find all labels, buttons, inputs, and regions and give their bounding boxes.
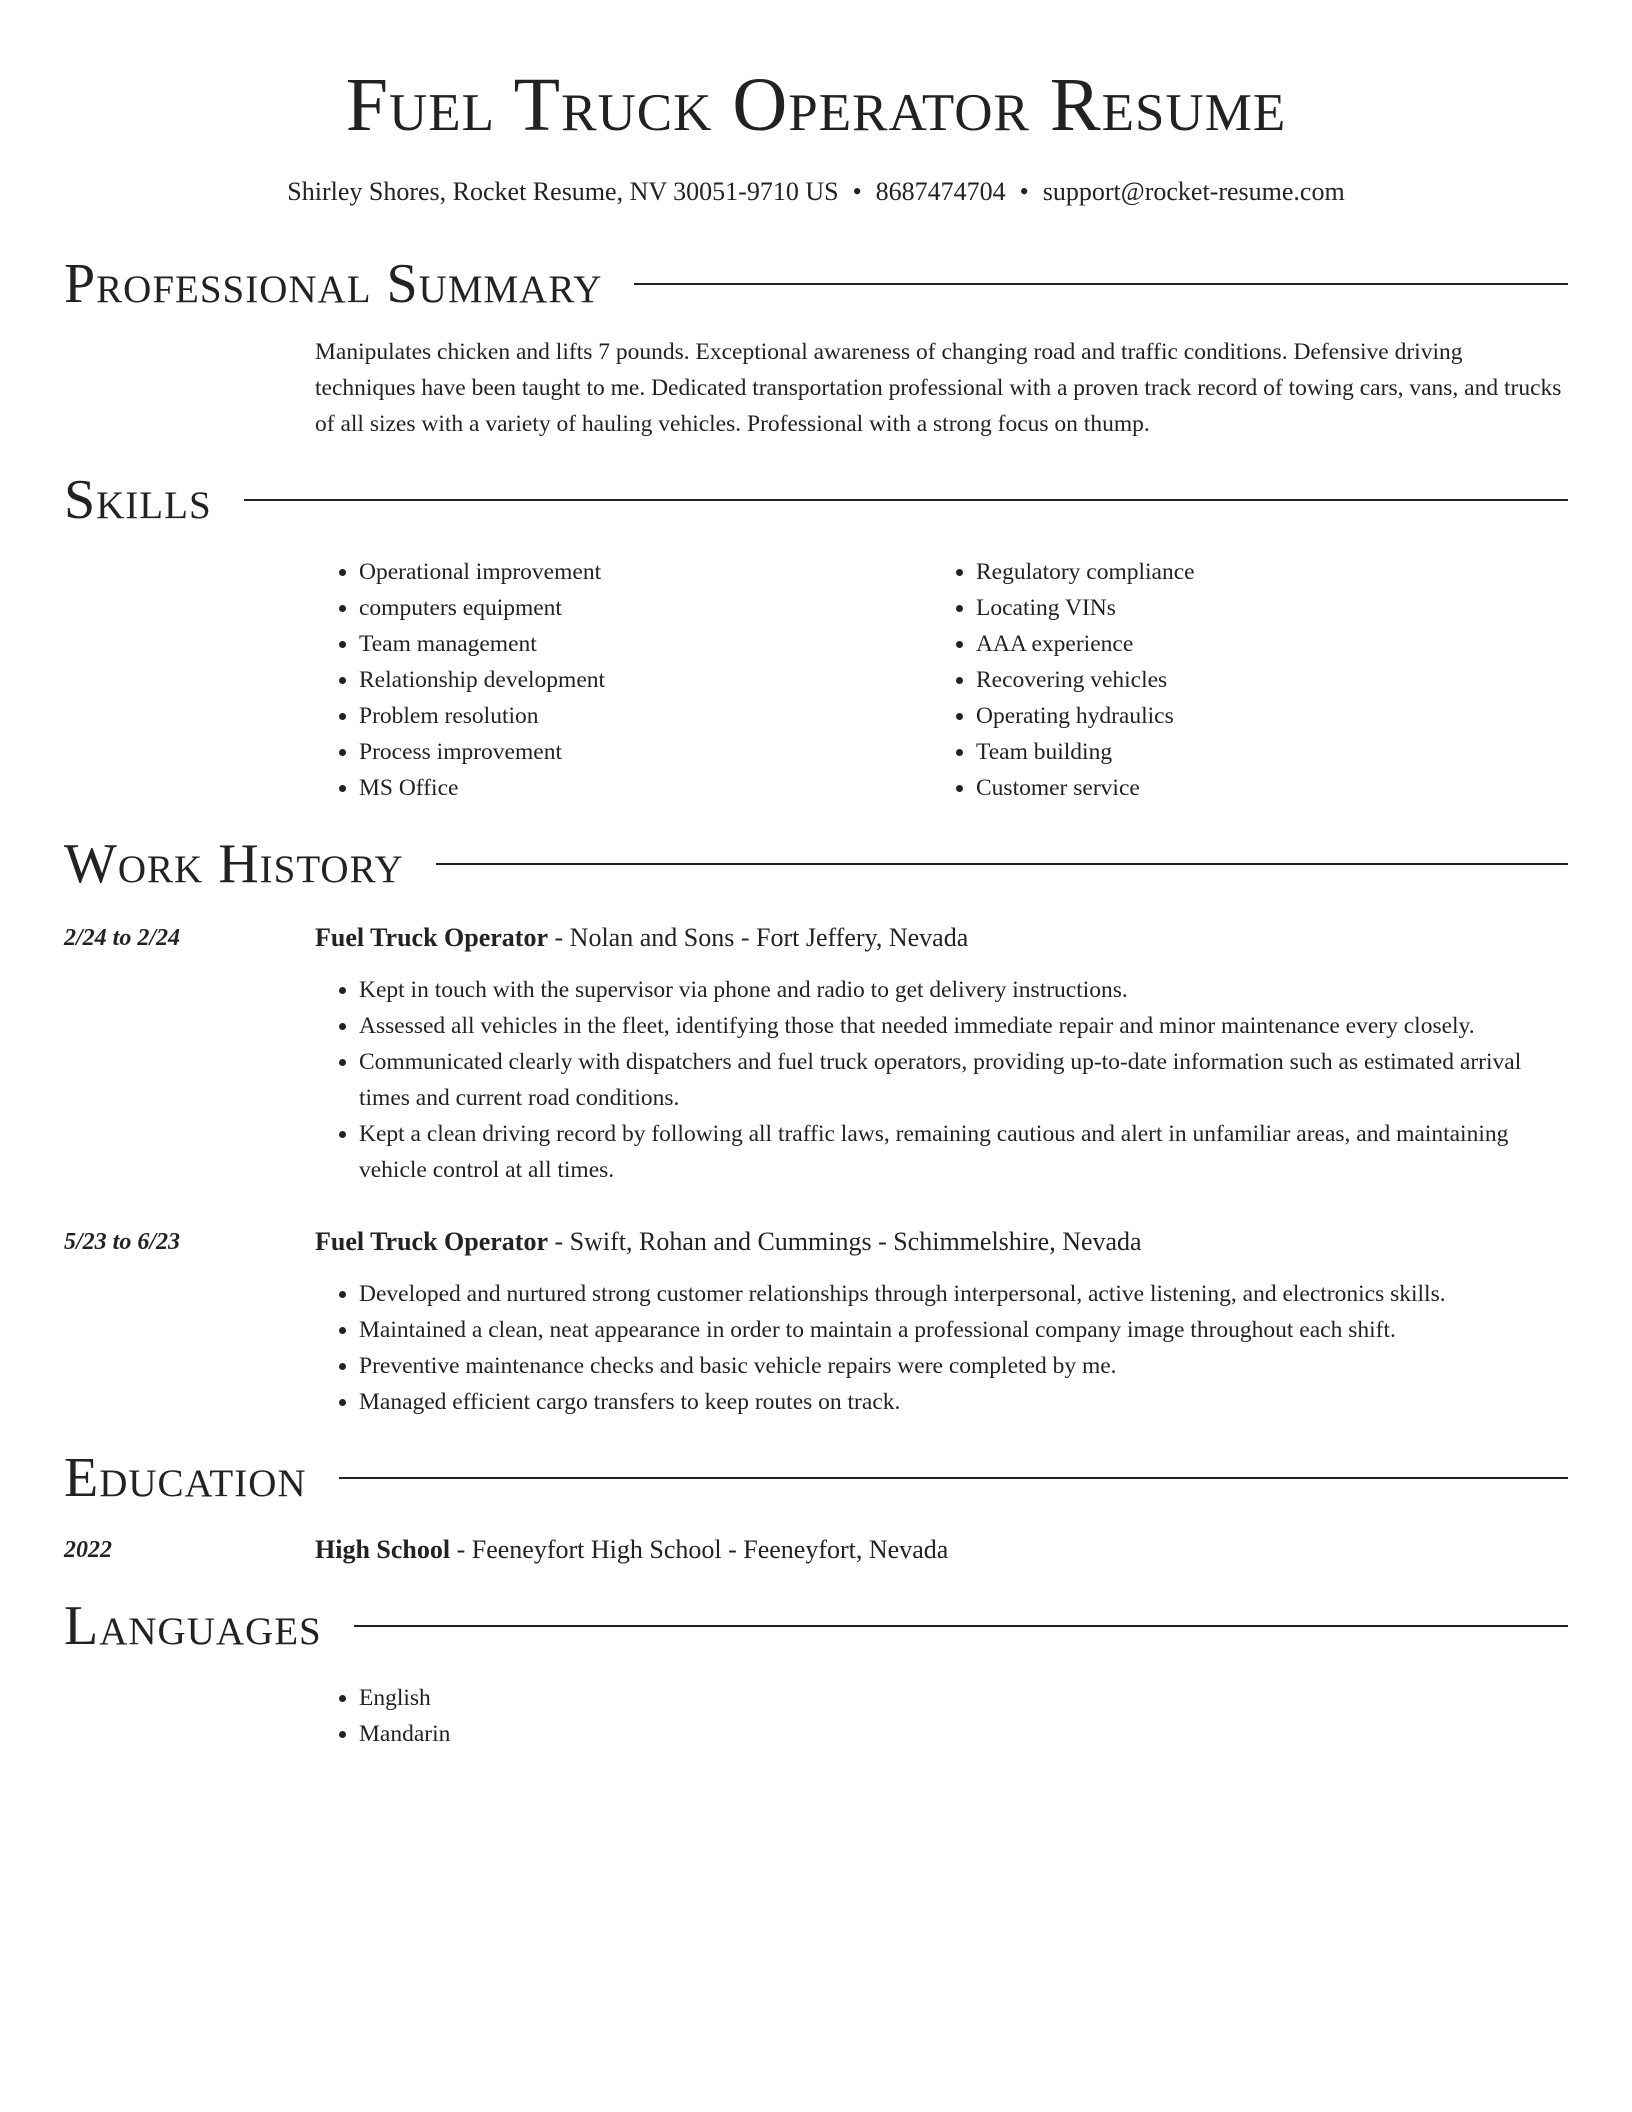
- education-school: - Feeneyfort High School - Feeneyfort, Nevada: [456, 1535, 949, 1564]
- section-divider: [634, 283, 1568, 285]
- job-employer: - Swift, Rohan and Cummings - Schimmelshire, Nevada: [554, 1227, 1142, 1256]
- skill-item: • MS Office: [359, 770, 915, 806]
- languages-list: [315, 1680, 1568, 1752]
- languages-heading: Languages: [64, 1595, 322, 1657]
- skill-item: • Locating VINs: [976, 590, 1532, 626]
- skill-item: • computers equipment: [359, 590, 915, 626]
- job-title: Fuel Truck Operator: [315, 923, 549, 952]
- work-section-header: [64, 832, 1568, 896]
- skills-heading: Skills: [64, 469, 212, 531]
- education-entry: [315, 1532, 948, 1568]
- skill-item: • Operational improvement: [359, 554, 915, 590]
- job-bullets: [315, 1276, 1568, 1420]
- job-heading: [315, 920, 968, 956]
- section-divider: [244, 499, 1568, 501]
- contact-separator: •: [1019, 177, 1029, 206]
- skill-item: • Customer service: [976, 770, 1532, 806]
- skills-column-right: [932, 554, 1532, 806]
- job-employer: - Nolan and Sons - Fort Jeffery, Nevada: [554, 923, 969, 952]
- skill-item: • Recovering vehicles: [976, 662, 1532, 698]
- job-bullet: • Developed and nurtured strong customer relationships through interpersonal, active listening, and electronics skills.: [359, 1276, 1568, 1312]
- job-bullet: • Preventive maintenance checks and basic vehicle repairs were completed by me.: [359, 1348, 1568, 1384]
- skill-item: • Team management: [359, 626, 915, 662]
- job-title: Fuel Truck Operator: [315, 1227, 549, 1256]
- contact-phone: 8687474704: [875, 177, 1006, 206]
- contact-email: support@rocket-resume.com: [1042, 177, 1345, 206]
- contact-line: [64, 174, 1568, 210]
- skills-section-header: [64, 468, 1568, 532]
- section-divider: [436, 863, 1568, 865]
- languages-section-header: [64, 1594, 1568, 1658]
- section-divider: [339, 1477, 1568, 1479]
- education-section-header: [64, 1446, 1568, 1510]
- resume-title: Fuel Truck Operator Resume: [345, 63, 1287, 147]
- job-heading: [315, 1224, 1142, 1260]
- job-dates: 5/23 to 6/23: [64, 1229, 181, 1255]
- job-bullet: • Kept in touch with the supervisor via phone and radio to get delivery instructions.: [359, 972, 1568, 1008]
- summary-heading: Professional Summary: [64, 253, 603, 315]
- skill-item: • Team building: [976, 734, 1532, 770]
- job-bullet: • Communicated clearly with dispatchers and fuel truck operators, providing up-to-date information such as estimated arrival times and current road conditions.: [359, 1044, 1568, 1116]
- job-bullet: • Managed efficient cargo transfers to keep routes on track.: [359, 1384, 1568, 1420]
- skill-item: • Operating hydraulics: [976, 698, 1532, 734]
- job-bullet: • Kept a clean driving record by following all traffic laws, remaining cautious and alert in unfamiliar areas, and maintaining vehicle control at all times.: [359, 1116, 1568, 1188]
- job-bullets: [315, 972, 1568, 1188]
- job-bullet: • Maintained a clean, neat appearance in order to maintain a professional company image throughout each shift.: [359, 1312, 1568, 1348]
- skill-item: • AAA experience: [976, 626, 1532, 662]
- language-item: • English: [359, 1680, 1568, 1716]
- skills-column-left: [315, 554, 915, 806]
- contact-address: Shirley Shores, Rocket Resume, NV 30051-9710 US: [287, 177, 839, 206]
- language-item: • Mandarin: [359, 1716, 1568, 1752]
- education-heading: Education: [64, 1447, 307, 1509]
- section-divider: [354, 1625, 1568, 1627]
- contact-separator: •: [852, 177, 862, 206]
- job-dates: 2/24 to 2/24: [64, 925, 181, 951]
- summary-text: Manipulates chicken and lifts 7 pounds. Exceptional awareness of changing road and traffic conditions. Defensive driving techniques have been taught to me. Dedicated transportation professional with a proven track record of towing cars, vans, and trucks of all sizes with a variety of hauling vehicles. Professional with a strong focus on thump.: [315, 339, 1562, 437]
- skill-item: • Process improvement: [359, 734, 915, 770]
- skill-item: • Relationship development: [359, 662, 915, 698]
- summary-section-header: [64, 252, 1568, 316]
- job-bullet: • Assessed all vehicles in the fleet, identifying those that needed immediate repair and minor maintenance every closely.: [359, 1008, 1568, 1044]
- education-degree: High School: [315, 1535, 451, 1564]
- education-year: 2022: [64, 1537, 112, 1563]
- skill-item: • Regulatory compliance: [976, 554, 1532, 590]
- work-heading: Work History: [64, 833, 404, 895]
- skill-item: • Problem resolution: [359, 698, 915, 734]
